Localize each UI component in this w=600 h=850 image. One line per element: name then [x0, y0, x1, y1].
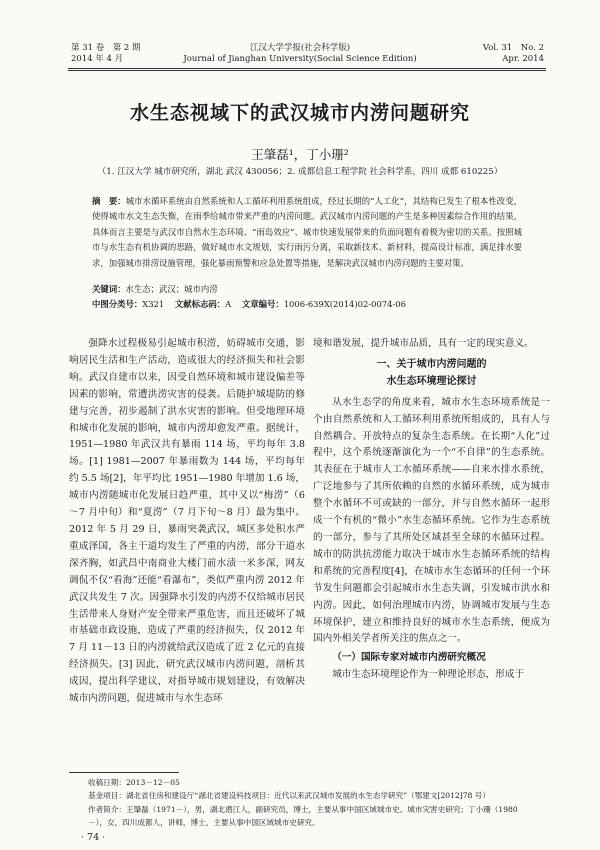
right-paragraph-2: 城市生态环境理论作为一种理论形态，形成于: [332, 669, 525, 681]
class-value: X321: [142, 299, 165, 309]
footnote-received: 收稿日期：2013－12－05: [88, 778, 180, 787]
header-date-cn: 2014 年 4 月: [71, 54, 124, 64]
header-journal-cn: 江汉大学学报(社会科学版): [249, 43, 351, 53]
right-paragraph-continued: 境和谐发展，提升城市品质，具有一定的现实意义。: [313, 338, 534, 349]
keywords: [92, 283, 522, 295]
abstract: [92, 194, 522, 271]
footnote-rule: [69, 772, 179, 773]
keywords-label: 关键词：: [92, 284, 126, 294]
footnotes: [88, 776, 556, 830]
class-label: 中图分类号：: [92, 299, 143, 309]
right-paragraph-1: 从水生态学的角度来看，城市水生态环境系统是一个由自然系统和人工循环利用系统所组成的，具有人与自然耦合、开放特点的复杂生态系统。在长期“人化”过程中，这个系统逐渐演化为一个“不自律”的生态系统。其表征在于城市人工水循环系统——自来水排水系统，广泛地参与了其所依赖的自然的水循环系统，成为城市整个水循环不可或缺的一部分，并与自然水循环一起形成一个有机的“微小”水生态循环系统。它作为生态系统的一部分，参与了其所处区域甚至全球的水循环过程。城市的防洪抗涝能力取决于城市水生态循环系统的结构和系统的完善程度[4]，在城市水生态循环的任何一个环节发生问题都会引起城市水生态失调，引发城市洪水和内涝。因此，如何治理城市内涝，协调城市发展与生态环境保护，建立和维持良好的城市水生态系统，便成为国内外相关学者所关注的焦点之一。: [313, 396, 550, 645]
footnote-fund: 基金项目：湖北省住房和建设厅“湖北省建设科技项目：近代以来武汉城市发展的水生态学研究”（鄂建文[2012]78 号）: [88, 791, 490, 801]
page-number: · 74 ·: [81, 832, 106, 843]
header-date-en: Apr. 2014: [502, 54, 544, 64]
body-left-column: [69, 336, 305, 708]
doc-code-label: 文献标志码：: [174, 299, 226, 309]
footnote-bio: 作者简介：王肇磊（1971－），男，湖北潜江人，副研究员，博士，主要从事中国区域城市史、城市灾害史研究；丁小珊（1980: [88, 804, 518, 814]
footnote-bio-continued: －），女，四川成都人，讲师，博士，主要从事中国区域城市史研究。: [88, 818, 320, 828]
doc-code-value: A: [225, 299, 232, 309]
header-volume-cn: 第 31 卷 第 2 期: [71, 43, 141, 53]
body-right-column: [313, 336, 550, 684]
paper-affiliation: （1. 江汉大学 城市研究所，湖北 武汉 430056；2. 成都信息工程学院 社会科学系，四川 成都 610225）: [97, 167, 503, 177]
article-no-value: 1006-639X(2014)02-0074-06: [283, 299, 406, 309]
left-paragraph: 强降水过程极易引起城市积涝，妨碍城市交通，影响居民生活和生产活动，造成很大的经济损失和社会影响。武汉自建市以来，因受自然环境和城市建设偏差等因素的影响，常遭洪涝灾害的侵袭。后随护城堤防的修建与完善，初步遏制了洪水灾害的影响。但受地理环境和城市化发展的影响，城市内涝却愈发严重。据统计，1951—1980 年武汉共有暴雨 114 场，平均每年 3.8 场。[1] 1981—2007 年暴雨数为 144 场，平均每年约 5.5 场[2]，年平均比 1951—1980 年增加 1.6 场，城市内涝随城市化发展日趋严重，其中又以“梅涝”（6～7 月中旬）和“夏涝”（7 月下旬～8 月）最为集中。2012 年 5 月 29 日，暴雨突袭武汉，城区多处积水严重成泽国，各主干道均发生了严重的内涝，部分干道水深齐胸，如武昌中南商业大楼门前水渍一米多深，网友调侃不仅“看海”还能“看瀑布”，类似严重内涝 2012 年武汉共发生 7 次。因强降水引发的内涝不仅给城市居民生活带来人身财产安全带来严重危害，而且还破坏了城市基础市政设施，造成了严重的经济损失，仅 2012 年 7 月 11－13 日的内涝就给武汉造成了近 2 亿元的直接经济损失。[3] 因此，研究武汉城市内涝问题，剖析其成因，提出科学建议，对指导城市规划建设，有效解决城市内涝问题，促进城市与水生态环: [69, 338, 305, 705]
header-rule: [68, 68, 546, 69]
subsection-heading-1: （一）国际专家对城市内涝研究概况: [332, 652, 486, 664]
paper-title: 水生态视域下的武汉城市内涝问题研究: [129, 102, 470, 124]
header-journal-en: Journal of Jianghan University(Social Science Edition): [183, 54, 417, 64]
classification-row: [92, 298, 532, 310]
article-no-label: 文章编号：: [241, 299, 284, 309]
header-volume-en-block: [483, 43, 544, 65]
paper-authors: 王肇磊¹，丁小珊²: [251, 147, 349, 162]
header-volume-en: Vol. 31 No. 2: [482, 43, 544, 53]
abstract-text: 城市水循环系统由自然系统和人工循环利用系统组成，经过长期的“人工化”，其结构已发生了根本性改变，使得城市水文生态失衡，在雨季给城市带来严重的内涝问题。武汉城市内涝问题的产生是多种因素综合作用的结果，具体而言主要是与武汉市自然水生态环境、“雨岛效应”、城市快速发展带来的负面问题有着极为密切的关系。按照城市与水生态有机协调的思路，做好城市水文规划，实行雨污分离，采取新技术、新材料，提高设计标准，满足排水要求，加强城市排涝设施管理，强化暴雨预警和应急处置等措施，是解决武汉城市内涝问题的主要对策。: [92, 196, 523, 268]
section-heading-1: 一、关于城市内涝问题的 水生态环境理论探讨: [376, 358, 487, 387]
abstract-label: 摘 要：: [92, 196, 126, 206]
keywords-text: 水生态；武汉；城市内涝: [125, 284, 218, 294]
header-rule-thin: [68, 70, 546, 71]
